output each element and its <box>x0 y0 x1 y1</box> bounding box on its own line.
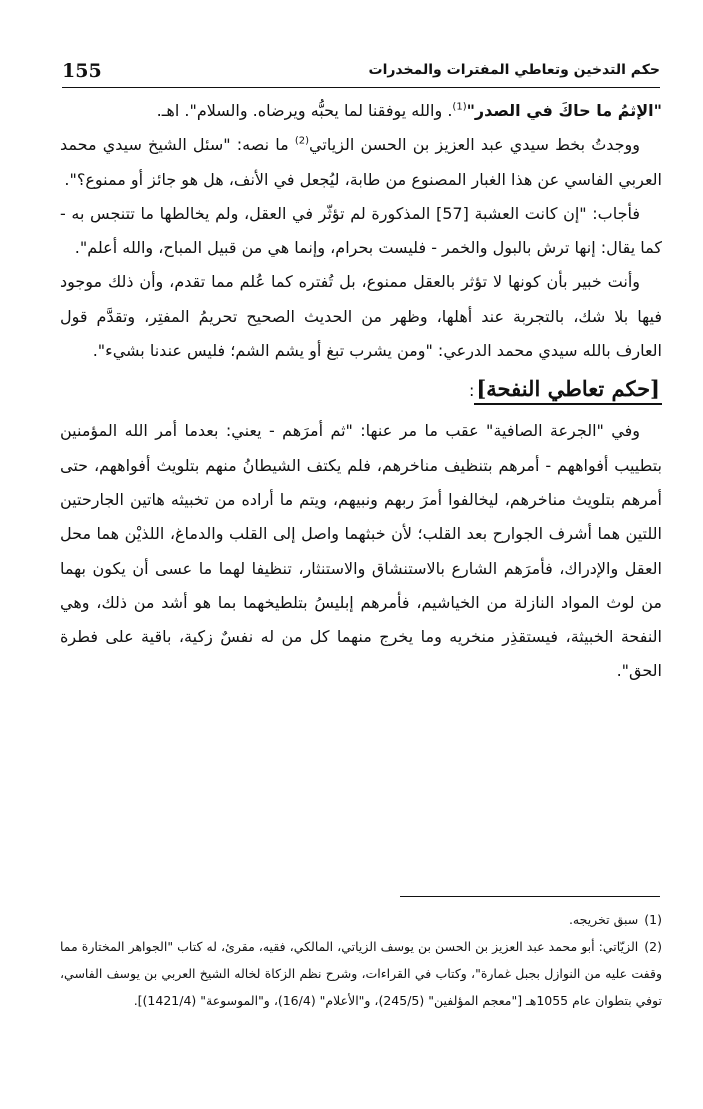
footnote-rule <box>400 896 660 897</box>
paragraph-5: وفي "الجرعة الصافية" عقب ما مر عنها: "ثم أمرَهم - يعني: بعدما أمر الله المؤمنين بتطييب أفواههم - أمرهم بتنظيف مناخرهم، فلم يكتف الشيطانُ منهم بتلويث أفواههم، حتى أمرهم بتلويث مناخرهم، ليخالفوا أمرَ ربهم ونبيهم، ويتم ما أراده من تخبيثه هاتين الجارحتين اللتين هما أشرف الجوارح بعد القلب؛ لأن خبثهما واصل إلى القلب والدماغ، اللذيْن هما محل العقل والإدراك، فأمرَهم الشارع بالاستنشاق والاستنثار، تنظيفا لهما ما عسى أن يكون بهما من لوث المواد النازلة من الخياشيم، فأمرهم إبليسُ بتلطيخهما بما هو أشد من ذلك، وهي النفحة الخبيثة، فيستقذِر منخريه وما يخرج منهما كل من له نفسٌ زكية، باقية على فطرة الحق". <box>60 421 662 681</box>
paragraph-3: فأجاب: "إن كانت العشبة [57] المذكورة لم تؤثّر في العقل، ولم يخالطها ما تتنجس به - كما يقال: إنها ترش بالبول والخمر - فليست بحرام، وإنما هي من قبيل المباح، والله أعلم". <box>60 203 662 258</box>
section-heading-colon: : <box>468 381 475 401</box>
running-head: حكم التدخين وتعاطي المفترات والمخدرات <box>368 62 660 78</box>
section-heading <box>60 370 662 410</box>
main-text <box>60 94 662 689</box>
section-heading-text: [حكم تعاطي النفحة] <box>474 376 662 405</box>
footnote-2-number: (2) <box>644 939 662 954</box>
footnote-ref-2: (2) <box>294 135 310 147</box>
footnote-2 <box>60 933 662 1014</box>
hadith-quote: "الإثمُ ما حاكَ في الصدر" <box>466 101 662 120</box>
footnote-2-text: الزيّاتي: أبو محمد عبد العزيز بن الحسن بن يوسف الزياتي، المالكي، فقيه، مقرئ، له كتاب "الجواهر المختارة مما وقفت عليه من النوازل بجبل غمارة"، وكتاب في القراءات، وشرح نظم الزكاة لخاله الشيخ العربي بن يوسف الفاسي، توفي بتطوان عام 1055هـ ["معجم المؤلفين" (245/5)، و"الأعلام" (16/4)، و"الموسوعة" (1421/4)]. <box>60 939 662 1008</box>
footnote-1 <box>60 906 662 933</box>
page-header <box>62 58 660 88</box>
paragraph-1 <box>60 94 662 128</box>
paragraph-2-text-a: ووجدتُ بخط سيدي عبد العزيز بن الحسن الزياتي <box>309 135 641 155</box>
paragraph-1-text: . والله يوفقنا لما يحبُّه ويرضاه. والسلام". اهـ. <box>156 101 453 120</box>
paragraph-4: وأنت خبير بأن كونها لا تؤثر بالعقل ممنوع، بل تُفتره كما عُلم مما تقدم، وأن ذلك موجود فيها بلا شك، بالتجربة عند أهلها، وظهر من الحديث الصحيح تحريمُ المفتِر، وتقدَّم قول العارف بالله سيدي محمد الدرعي: "ومن يشرب تبغ أو يشم الشم؛ فليس عندنا بشيء". <box>60 272 662 361</box>
page-number: 155 <box>62 60 102 82</box>
footnote-1-text: سبق تخريجه. <box>568 912 639 927</box>
paragraph-2-text-b: ما نصه: "سئل الشيخ سيدي محمد العربي الفاسي عن هذا الغبار المصنوع من طابة، ليُجعل في الأنف، هل هو جائز أو ممنوع؟". <box>60 135 662 189</box>
footnote-1-number: (1) <box>644 912 662 927</box>
footnotes <box>60 906 662 1014</box>
header-rule <box>62 87 660 88</box>
paragraph-2 <box>60 128 662 197</box>
footnote-ref-1: (1) <box>452 101 467 113</box>
